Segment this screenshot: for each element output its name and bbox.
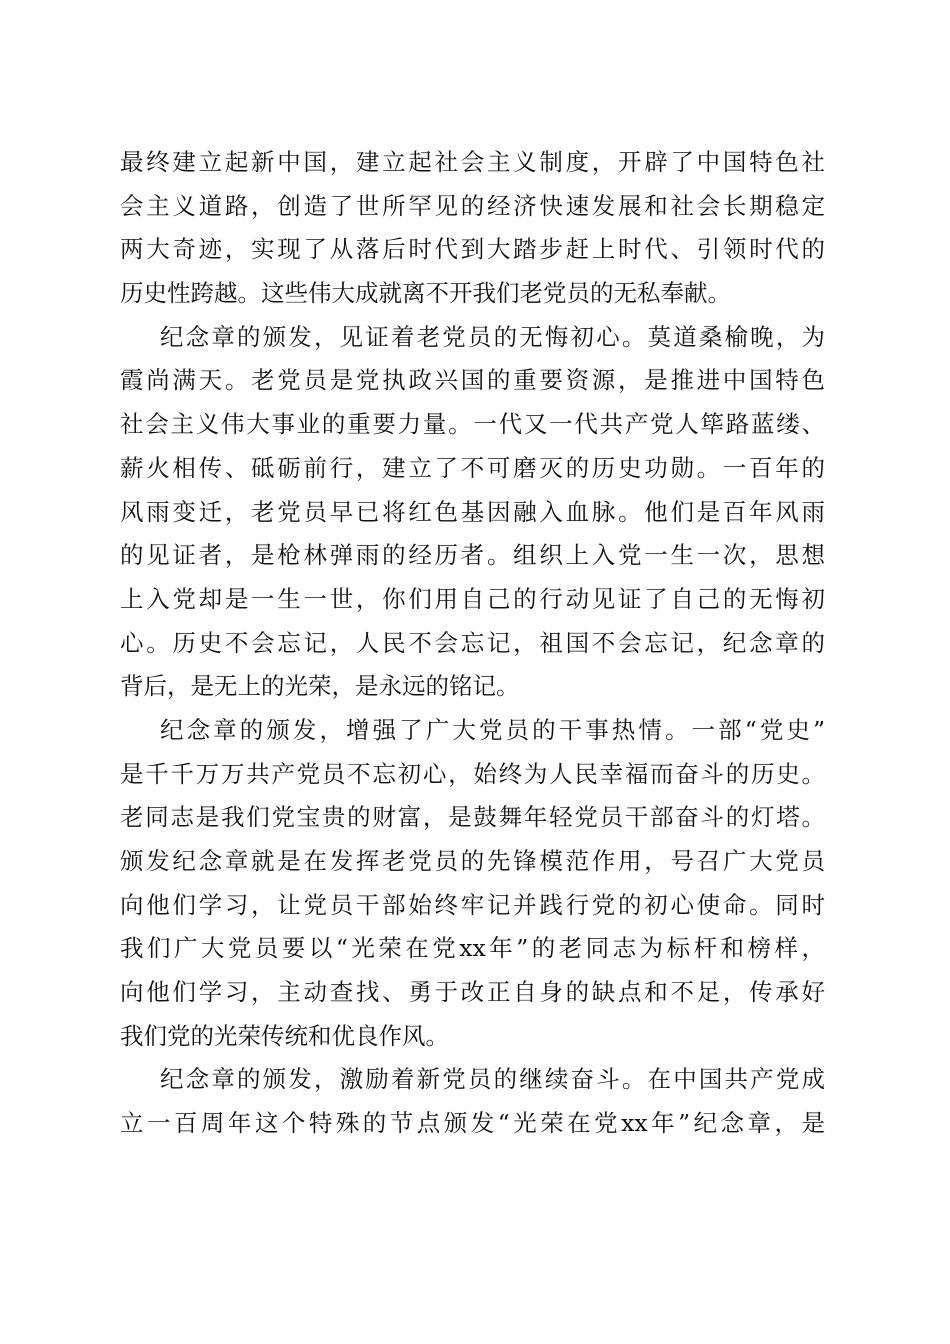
paragraph-2: [120, 316, 825, 709]
text-line: 我们广大党员要以“光荣在党xx年”的老同志为标杆和榜样，: [120, 934, 825, 963]
paragraph-4: [120, 1058, 825, 1145]
text-line: 向他们学习，让党员干部始终牢记并践行党的初心使命。同时: [120, 890, 825, 919]
text-line: 历史性跨越。这些伟大成就离不开我们老党员的无私奉献。: [120, 279, 731, 308]
paragraph-3: [120, 709, 825, 1059]
text-line: 的见证者，是枪林弹雨的经历者。组织上入党一生一次，思想: [120, 541, 825, 570]
text-line: 纪念章的颁发，见证着老党员的无悔初心。莫道桑榆晚，为: [160, 322, 825, 351]
text-line: 两大奇迹，实现了从落后时代到大踏步赶上时代、引领时代的: [120, 235, 825, 264]
text-line: 薪火相传、砥砺前行，建立了不可磨灭的历史功勋。一百年的: [120, 453, 825, 482]
text-line: 纪念章的颁发，激励着新党员的继续奋斗。在中国共产党成: [160, 1065, 825, 1094]
text-line: 背后，是无上的光荣，是永远的铭记。: [120, 672, 520, 701]
text-line: 霞尚满天。老党员是党执政兴国的重要资源，是推进中国特色: [120, 366, 825, 395]
text-line: 纪念章的颁发，增强了广大党员的干事热情。一部“党史”: [160, 715, 825, 744]
document-body: [120, 141, 825, 1146]
text-line: 上入党却是一生一世，你们用自己的行动见证了自己的无悔初: [120, 584, 825, 613]
text-line: 是千千万万共产党员不忘初心，始终为人民幸福而奋斗的历史。: [120, 759, 825, 788]
text-line: 老同志是我们党宝贵的财富，是鼓舞年轻党员干部奋斗的灯塔。: [120, 803, 825, 832]
text-line: 最终建立起新中国，建立起社会主义制度，开辟了中国特色社: [120, 148, 825, 176]
text-line: 我们党的光荣传统和优良作风。: [120, 1021, 449, 1050]
text-line: 向他们学习，主动查找、勇于改正自身的缺点和不足，传承好: [120, 978, 825, 1007]
text-line: 心。历史不会忘记，人民不会忘记，祖国不会忘记，纪念章的: [120, 628, 825, 657]
paragraph-1: [120, 141, 825, 316]
text-line: 立一百周年这个特殊的节点颁发“光荣在党xx年”纪念章，是: [120, 1109, 825, 1138]
text-line: 风雨变迁，老党员早已将红色基因融入血脉。他们是百年风雨: [120, 497, 825, 526]
text-line: 会主义道路，创造了世所罕见的经济快速发展和社会长期稳定: [120, 191, 825, 220]
text-line: 社会主义伟大事业的重要力量。一代又一代共产党人筚路蓝缕、: [120, 410, 825, 439]
text-line: 颁发纪念章就是在发挥老党员的先锋模范作用，号召广大党员: [120, 847, 825, 875]
